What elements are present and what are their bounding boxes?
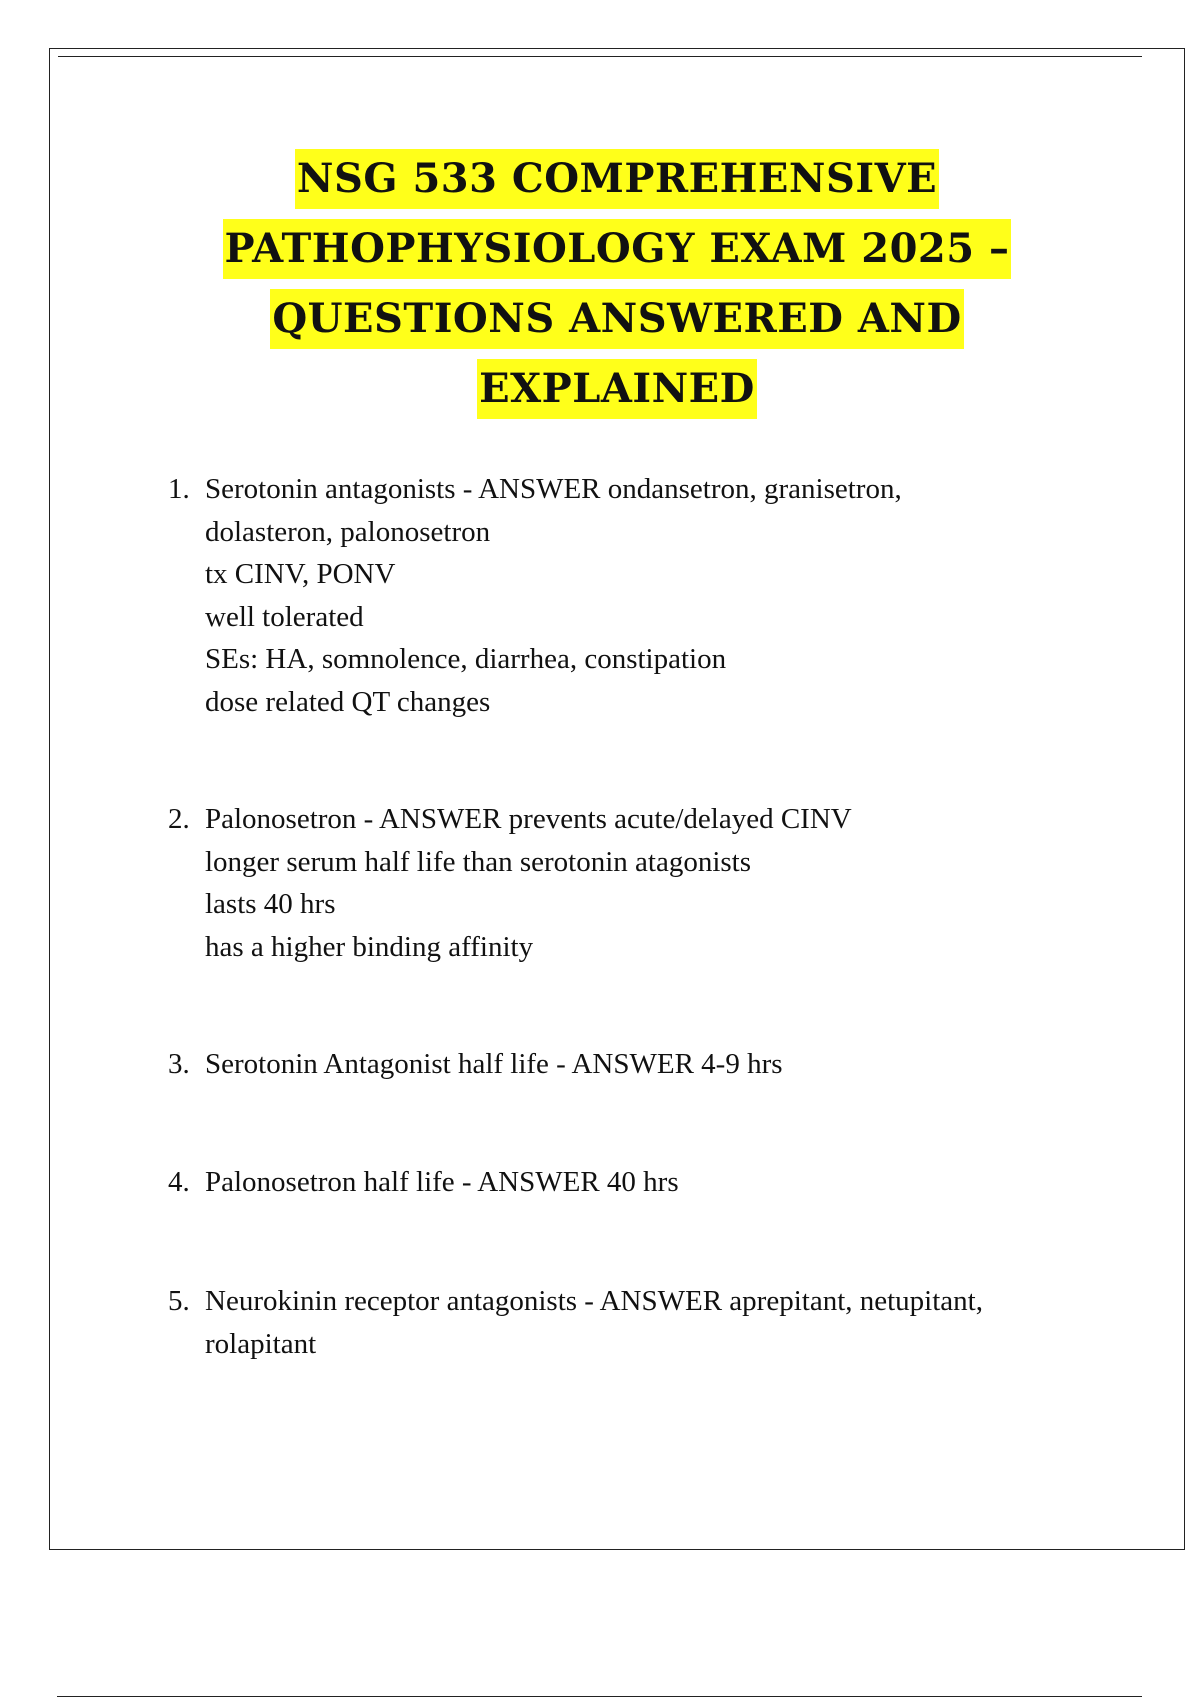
qa-line: rolapitant xyxy=(205,1327,317,1360)
title-line-1: NSG 533 COMPREHENSIVE xyxy=(295,149,939,209)
qa-item-2 xyxy=(168,798,1108,968)
qa-line: longer serum half life than serotonin atagonists xyxy=(205,845,752,878)
qa-line: Palonosetron - ANSWER prevents acute/delayed CINV xyxy=(205,803,852,835)
qa-line: Serotonin antagonists - ANSWER ondansetron, granisetron, xyxy=(205,473,902,505)
qa-line: lasts 40 hrs xyxy=(205,888,336,920)
qa-line: dose related QT changes xyxy=(205,685,491,718)
qa-item-4 xyxy=(168,1161,1108,1204)
title-line-3: QUESTIONS ANSWERED AND xyxy=(270,289,963,349)
qa-item-3 xyxy=(168,1043,1108,1086)
qa-number: 4. xyxy=(168,1165,190,1198)
qa-line: Palonosetron half life - ANSWER 40 hrs xyxy=(205,1165,679,1198)
qa-number: 3. xyxy=(168,1048,190,1080)
qa-list xyxy=(168,468,1108,1365)
title-line-2: PATHOPHYSIOLOGY EXAM 2025 – xyxy=(223,219,1012,279)
qa-line: Neurokinin receptor antagonists - ANSWER aprepitant, netupitant, xyxy=(205,1285,983,1317)
document-title xyxy=(50,144,1184,424)
qa-line: tx CINV, PONV xyxy=(205,558,396,590)
top-rule xyxy=(58,56,1142,57)
qa-number: 2. xyxy=(168,803,190,835)
qa-line: well tolerated xyxy=(205,600,364,633)
qa-line: has a higher binding affinity xyxy=(205,930,534,963)
bottom-rule xyxy=(57,1696,1142,1697)
qa-line: SEs: HA, somnolence, diarrhea, constipation xyxy=(205,643,727,675)
qa-number: 1. xyxy=(168,473,190,505)
qa-number: 5. xyxy=(168,1285,190,1317)
qa-item-5 xyxy=(168,1280,1108,1365)
qa-line: Serotonin Antagonist half life - ANSWER 4-9 hrs xyxy=(205,1048,783,1080)
qa-line: dolasteron, palonosetron xyxy=(205,515,491,548)
title-line-4: EXPLAINED xyxy=(477,359,757,419)
qa-item-1 xyxy=(168,468,1108,723)
